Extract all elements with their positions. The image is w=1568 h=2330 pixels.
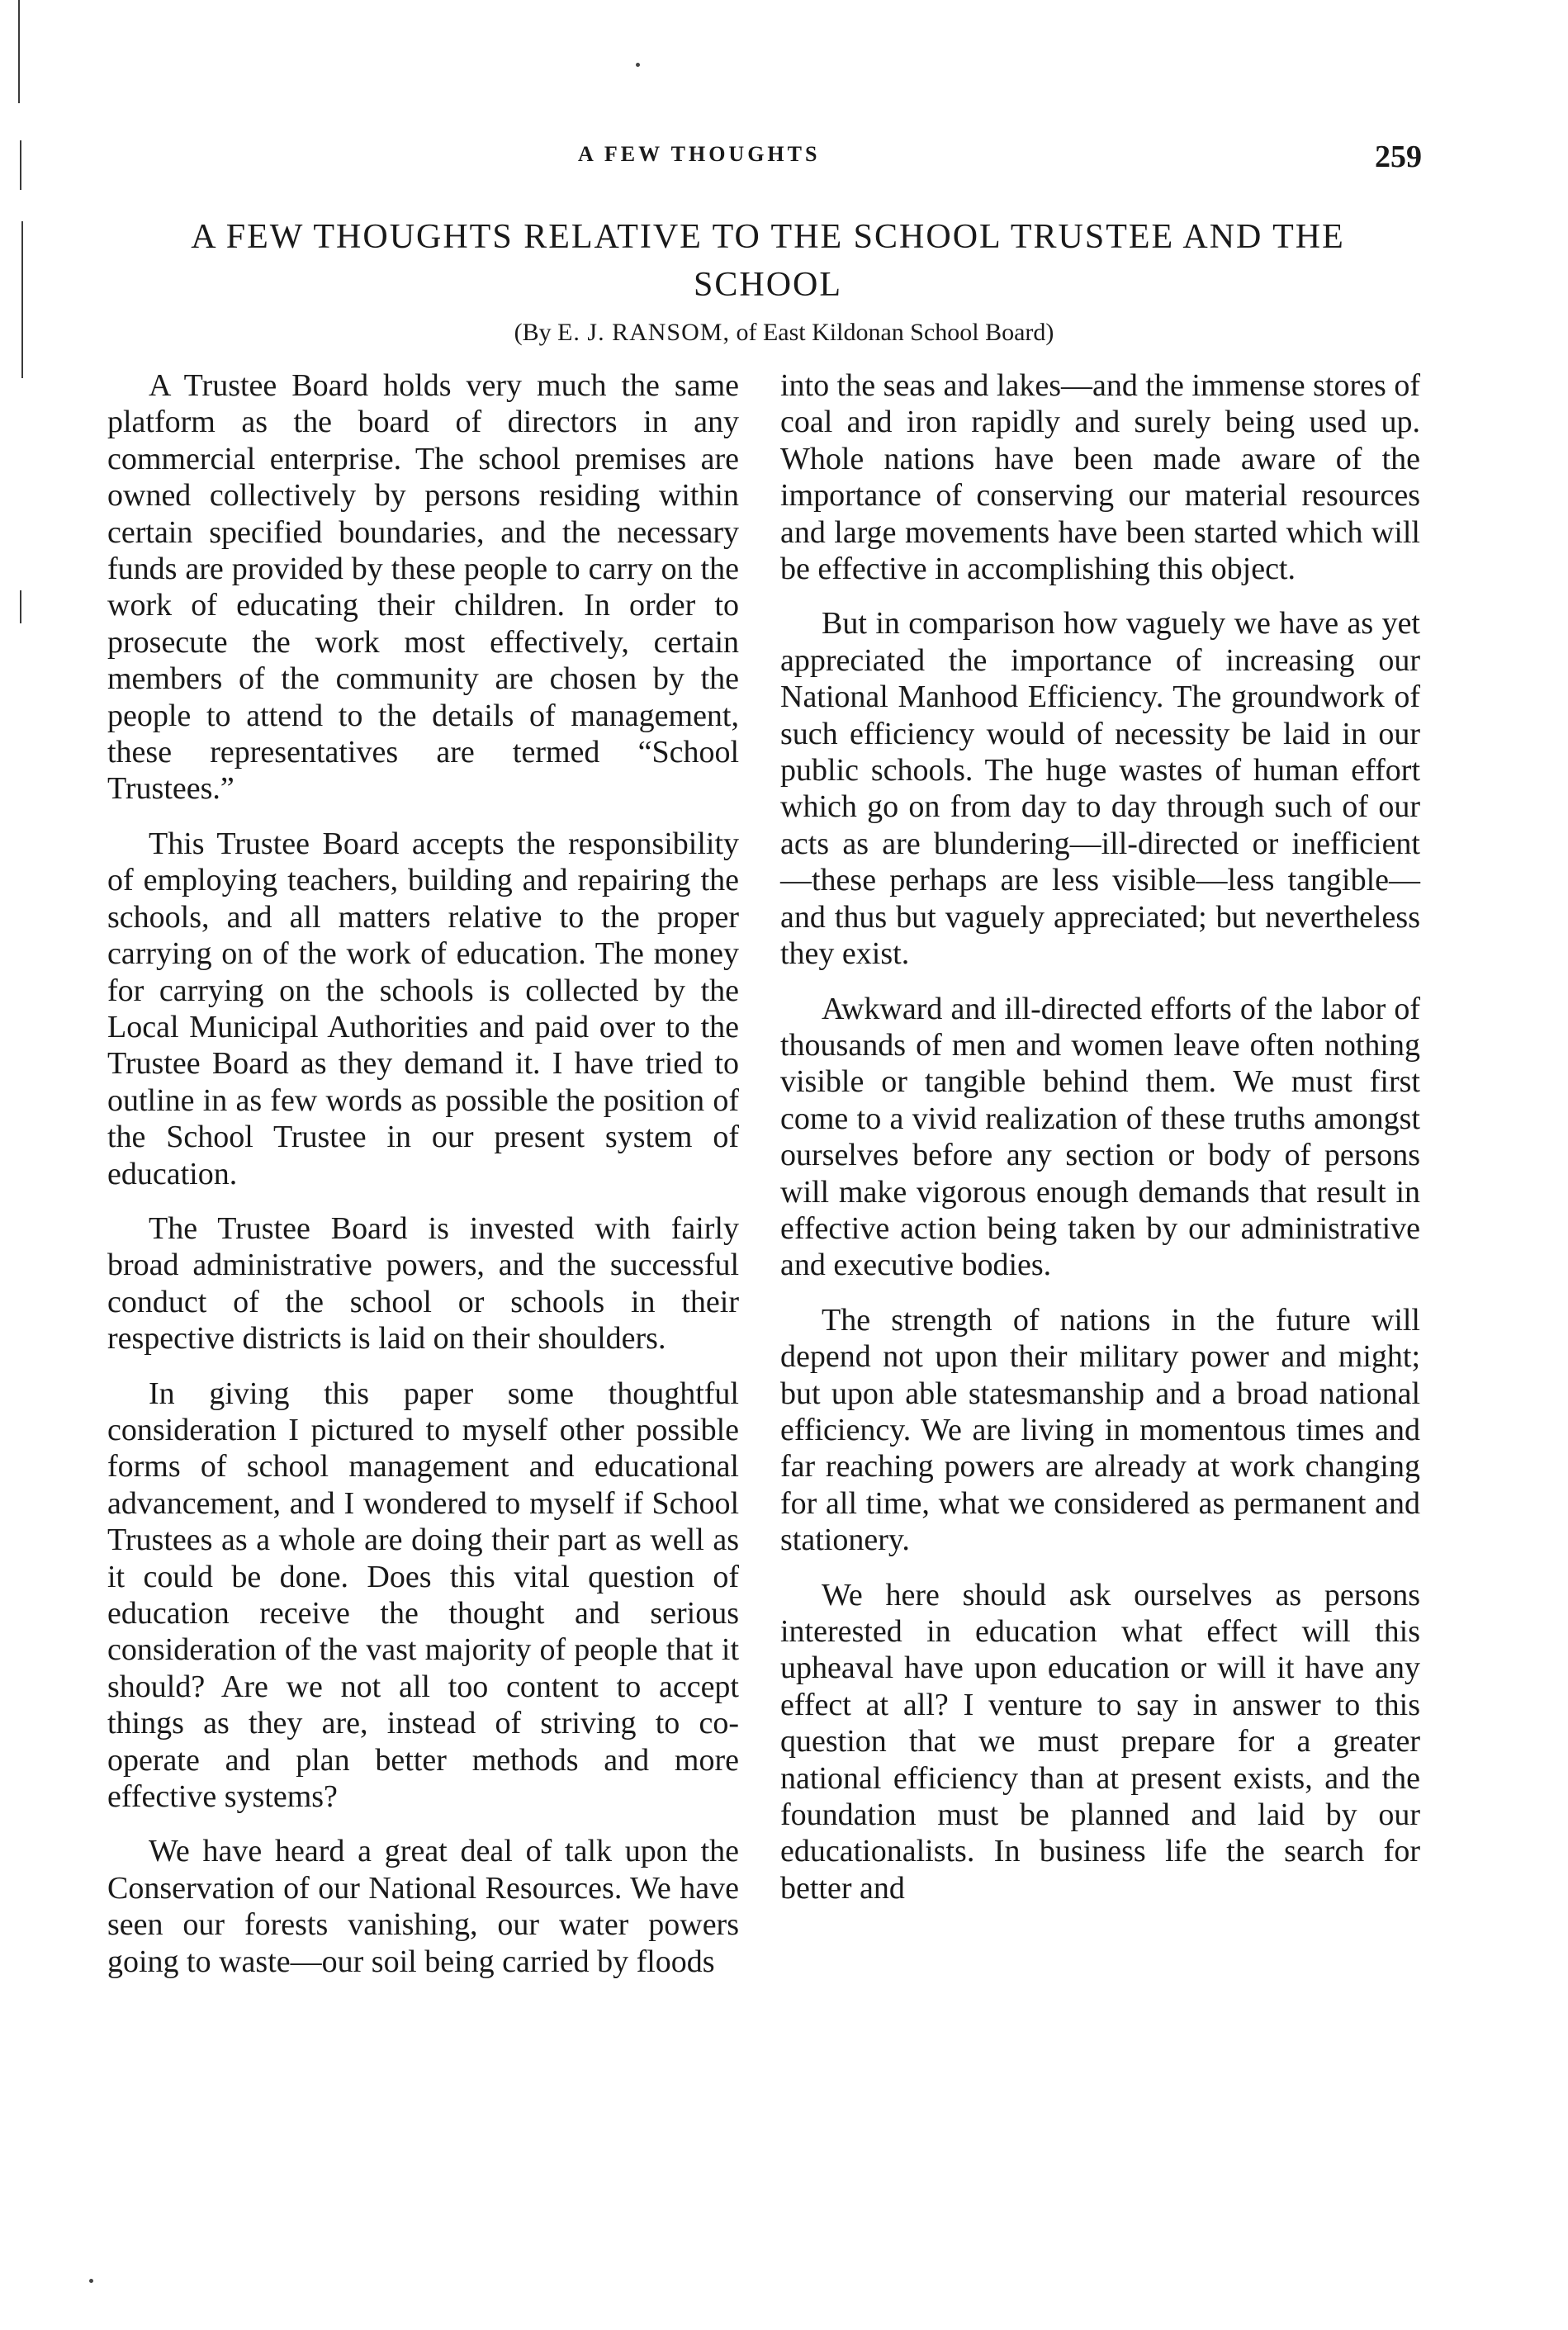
paragraph: We here should ask ourselves as persons interested in education what effect will this upheaval have upon education or will it have any effect at all? I venture to say in answer to this question that we must prepare for a greater national efficiency than at present exists, and the foundation must be planned and laid by our educationalists. In business life the search for better and <box>780 1577 1420 1906</box>
binding-edge-mark <box>18 0 20 103</box>
byline-author: E. J. RANSOM, <box>557 319 730 346</box>
article-title <box>107 213 1428 309</box>
binding-edge-mark <box>20 590 21 623</box>
paragraph: Awkward and ill-directed efforts of the labor of thousands of men and women leave often nothing visible or tangible behind them. We must first come to a vivid realization of these truths amongst ourselves before any section or body of persons will make vigorous enough demands that result in effective action being taken by our administrative and executive bodies. <box>780 991 1420 1283</box>
paragraph: In giving this paper some thoughtful consideration I pictured to myself other possible forms of school management and educational advancement, and I wondered to myself if School Trustees as a whole are doing their part as well as it could be done. Does this vital question of education receive the thought and serious consideration of the vast majority of people that it should? Are we not all too content to accept things as they are, instead of striving to co-operate and plan better methods and more effective systems? <box>107 1376 739 1815</box>
page-number: 259 <box>1375 140 1422 174</box>
byline <box>0 319 1568 347</box>
paragraph: This Trustee Board accepts the responsibility of employing teachers, building and repairing the schools, and all matters relative to the proper carrying on of the work of education. The money for carrying on the schools is collected by the Local Municipal Authorities and paid over to the Trustee Board as they demand it. I have tried to outline in as few words as possible the position of the School Trustee in our present system of education. <box>107 826 739 1191</box>
left-column <box>107 367 739 1998</box>
paragraph: The strength of nations in the future will depend not upon their military power and might; but upon able statesmanship and a broad national efficiency. We are living in momentous times and far reaching powers are already at work changing for all time, what we considered as permanent and stationery. <box>780 1302 1420 1558</box>
byline-open: (By <box>514 319 552 346</box>
running-title: A FEW THOUGHTS <box>578 142 821 166</box>
paragraph: We have heard a great deal of talk upon the Conservation of our National Resources. We have seen our forests vanishing, our water powers going to waste—our soil being carried by floods <box>107 1834 739 1979</box>
byline-affiliation: of East Kildonan School Board) <box>736 319 1054 346</box>
paragraph: A Trustee Board holds very much the same platform as the board of directors in any commercial enterprise. The school premises are owned collectively by persons residing within certain specified boundaries, and the necessary funds are provided by these people to carry on the work of educating their children. In order to prosecute the work most effectively, certain members of the community are chosen by the people to attend to the details of management, these representatives are termed “School Trustees.” <box>107 368 739 807</box>
paragraph: But in comparison how vaguely we have as yet appreciated the importance of increasing our National Manhood Efficiency. The groundwork of such efficiency would of necessity be laid in our public schools. The huge wastes of human effort which go on from day to day through such of our acts as are blundering—ill-directed or inefficient —these perhaps are less visible—less tangible—and thus but vaguely appreciated; but nevertheless they exist. <box>780 606 1420 972</box>
running-header <box>0 139 1568 175</box>
scan-speck <box>89 2279 93 2283</box>
scan-speck <box>636 63 640 67</box>
article-title-line: SCHOOL <box>693 266 843 304</box>
paragraph-continued: into the seas and lakes—and the immense stores of coal and iron rapidly and surely being used up. Whole nations have been made aware of the importance of conserving our material resources and large movements have been started which will be effective in accomplishing this object. <box>780 368 1420 587</box>
article-title-line: A FEW THOUGHTS RELATIVE TO THE SCHOOL TRUSTEE AND THE <box>191 218 1345 256</box>
right-column <box>780 367 1420 1925</box>
paragraph: The Trustee Board is invested with fairly broad administrative powers, and the successful conduct of the school or schools in their respective districts is laid on their shoulders. <box>107 1210 739 1357</box>
binding-edge-mark <box>21 221 23 378</box>
